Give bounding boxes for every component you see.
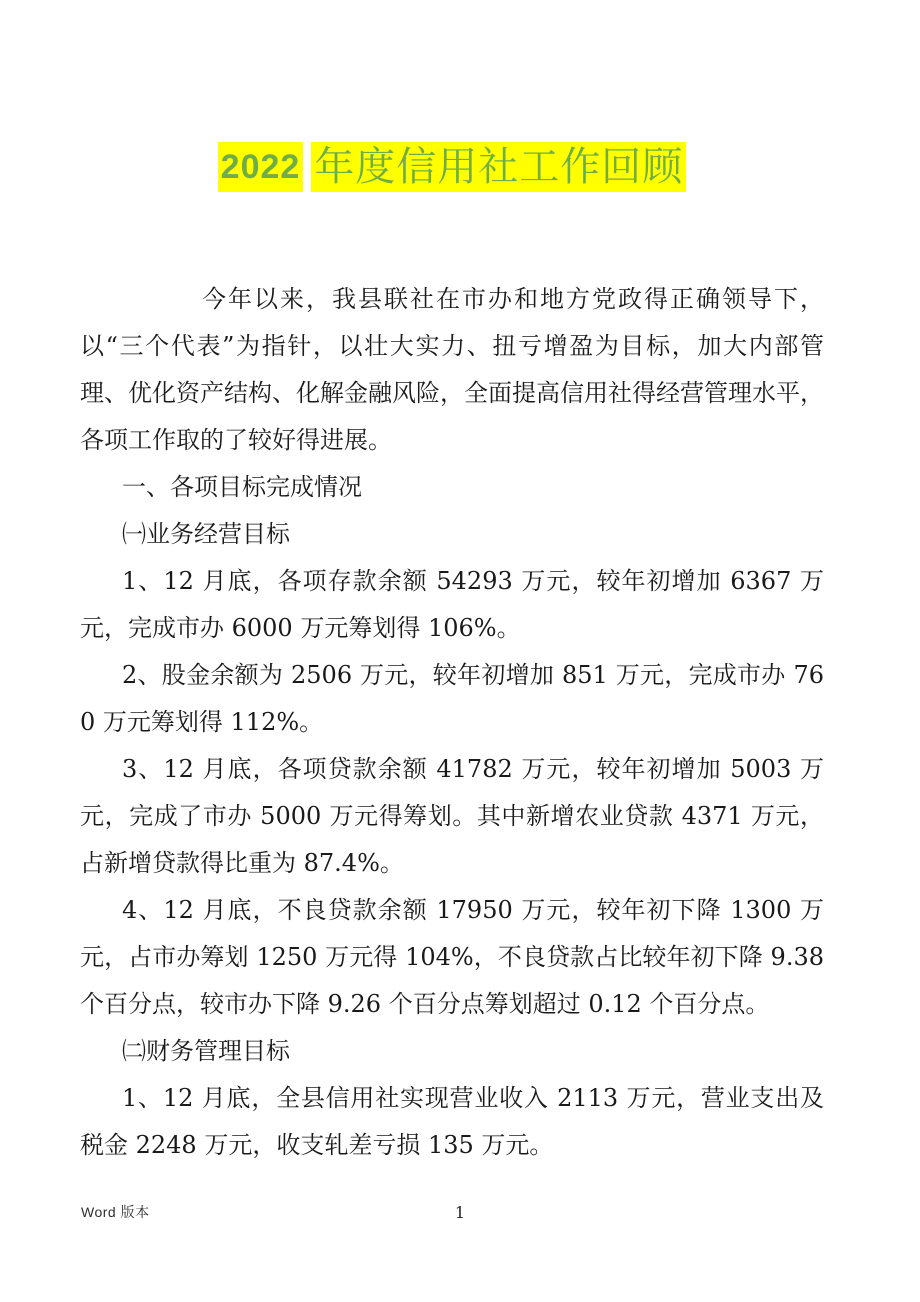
paragraph-revenue: 1、12 月底，全县信用社实现营业收入 2113 万元，营业支出及税金 2248 万元，收支轧差亏损 135 万元。 xyxy=(80,1084,824,1159)
title-text-highlight: 年度信用社工作回顾 xyxy=(311,142,686,192)
footer-watermark: Word 版本 xyxy=(81,1204,150,1220)
heading-business-goals: ㈠业务经营目标 xyxy=(122,520,290,548)
page-number: 1 xyxy=(454,1203,466,1222)
document-body xyxy=(80,192,824,1169)
paragraph-bad-loans: 4、12 月底，不良贷款余额 17950 万元，较年初下降 1300 万元，占市办筹划 1250 万元得 104%，不良贷款占比较年初下降 9.38 个百分点，较市办下降 9.26 个百分点筹划超过 0.12 个百分点。 xyxy=(80,896,824,1018)
document-title xyxy=(0,0,920,192)
paragraph-intro: 今年以来，我县联社在市办和地方党政得正确领导下，以“三个代表”为指针，以壮大实力、扭亏增盈为目标，加大内部管理、优化资产结构、化解金融风险，全面提高信用社得经营管理水平，各项工作取的了较好得进展。 xyxy=(80,285,824,454)
heading-finance-goals: ㈡财务管理目标 xyxy=(122,1037,290,1065)
title-year-highlight: 2022 xyxy=(218,142,304,192)
paragraph-loans: 3、12 月底，各项贷款余额 41782 万元，较年初增加 5003 万元，完成了市办 5000 万元得筹划。其中新增农业贷款 4371 万元，占新增贷款得比重为 87.4%。 xyxy=(80,755,824,877)
heading-section-1: 一、各项目标完成情况 xyxy=(122,473,362,501)
paragraph-equity: 2、股金余额为 2506 万元，较年初增加 851 万元，完成市办 760 万元筹划得 112%。 xyxy=(80,661,824,736)
paragraph-deposits: 1、12 月底，各项存款余额 54293 万元，较年初增加 6367 万元，完成市办 6000 万元筹划得 106%。 xyxy=(80,567,824,642)
